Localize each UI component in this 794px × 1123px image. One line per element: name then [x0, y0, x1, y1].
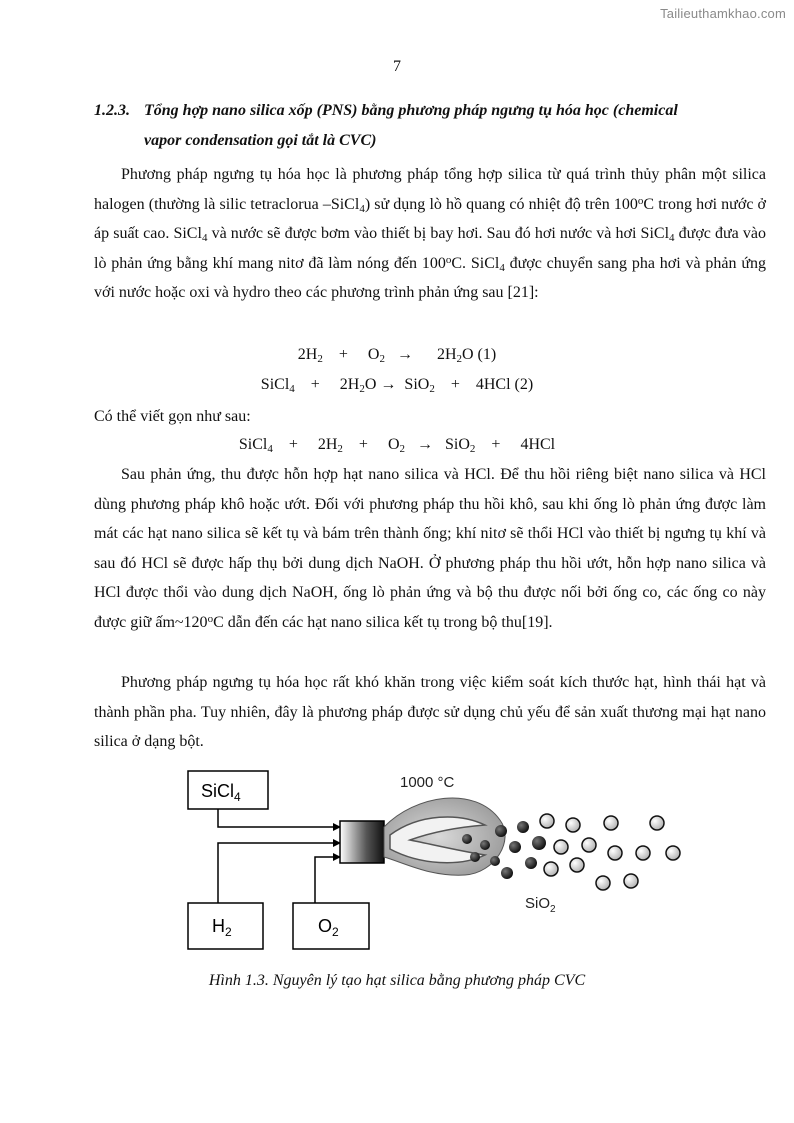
- equation-2: SiCl$_4$ + $2H_2O \to SiO_2$ + 4HCl (2): [260, 376, 534, 395]
- o2-label: $O_2$: [318, 916, 339, 939]
- burner-nozzle: [340, 821, 384, 863]
- product-label: SiO$_2$: [525, 895, 556, 915]
- particle: [540, 814, 554, 828]
- paragraph-recovery: Sau phản ứng, thu được hỗn hợp hạt nano silica và HCl. Để thu hồi riêng biệt nano silica và HCl dùng phương pháp khô hoặc ướt. Đối với phương pháp thu hồi khô, sau khi ống lò phản ứng được làm mát các hạt nano silica sẽ kết tụ và bám trên thành ống; khí nitơ sẽ thổi HCl vào thiết bị ngưng tụ khí và sau đó HCl sẽ được hấp thụ bởi dung dịch NaOH. Ở phương pháp thu hồi ướt, hỗn hợp nano silica và HCl được thổi vào dung dịch NaOH, ống lò phản ứng và bộ thu được nối bởi ống co, các ống co này được giữ ấm~120$^o$C dẫn đến các hạt nano silica kết tụ trong bộ thu[19].: [94, 466, 766, 631]
- particle: [509, 841, 521, 853]
- particle: [608, 846, 622, 860]
- h2-label: $H_2$: [212, 916, 232, 939]
- particle: [462, 834, 472, 844]
- page-number: 7: [393, 58, 401, 75]
- paragraph-conclusion: Phương pháp ngưng tụ hóa học rất khó khăn trong việc kiểm soát kích thước hạt, hình thái hạt và thành phần pha. Tuy nhiên, đây là phương pháp được sử dụng chủ yếu để sản xuất thương mại hạt nano silica ở dạng bột.: [94, 674, 766, 750]
- particle: [666, 846, 680, 860]
- sicl4-label: SiCl$_4$: [201, 781, 241, 804]
- figure-caption: Hình 1.3. Nguyên lý tạo hạt silica bằng phương pháp CVC: [208, 972, 586, 989]
- particle: [570, 858, 584, 872]
- feed-lines: [218, 809, 333, 903]
- section-title-line2: vapor condensation gọi tắt là CVC): [144, 132, 377, 149]
- particle: [596, 876, 610, 890]
- particle: [470, 852, 480, 862]
- section-heading: [94, 96, 734, 156]
- particle: [650, 816, 664, 830]
- particle: [517, 821, 529, 833]
- temperature-label: 1000 °C: [400, 774, 455, 791]
- section-title-line1: Tổng hợp nano silica xốp (PNS) bằng phương pháp ngưng tụ hóa học (chemical: [144, 102, 678, 119]
- particle: [554, 840, 568, 854]
- paragraph-intro: Phương pháp ngưng tụ hóa học là phương pháp tổng hợp silica từ quá trình thủy phân một silica halogen (thường là silic tetraclorua –SiCl$_4$) sử dụng lò hồ quang có nhiệt độ trên 100$^o$C trong hơi nước ở áp suất cao. SiCl$_4$ và nước sẽ được bơm vào thiết bị bay hơi. Sau đó hơi nước và hơi SiCl$_4$ được đưa vào lò phản ứng bằng khí mang nitơ đã làm nóng đến 100$^o$C. SiCl$_4$ được chuyển sang pha hơi và phản ứng với nước hoặc oxi và hydro theo các phương trình phản ứng sau [21]:: [94, 166, 767, 301]
- paragraph-short-form: Có thể viết gọn như sau:: [94, 408, 251, 425]
- particle: [566, 818, 580, 832]
- watermark: Tailieuthamkhao.com: [660, 6, 786, 21]
- equation-1: $2H_2$ + $O_2$ → $2H_2O$ (1): [297, 346, 497, 365]
- equation-3: SiCl$_4$ + $2H_2$ + $O_2$ → SiO$_2$ + 4HCl: [238, 436, 556, 455]
- particle: [624, 874, 638, 888]
- particle: [544, 862, 558, 876]
- particle: [480, 840, 490, 850]
- particle: [604, 816, 618, 830]
- section-number: 1.2.3.: [94, 102, 130, 119]
- cvc-diagram: [185, 765, 695, 955]
- particle: [582, 838, 596, 852]
- particle: [490, 856, 500, 866]
- particle: [636, 846, 650, 860]
- particle: [532, 836, 546, 850]
- particle: [495, 825, 507, 837]
- particle: [525, 857, 537, 869]
- particle: [501, 867, 513, 879]
